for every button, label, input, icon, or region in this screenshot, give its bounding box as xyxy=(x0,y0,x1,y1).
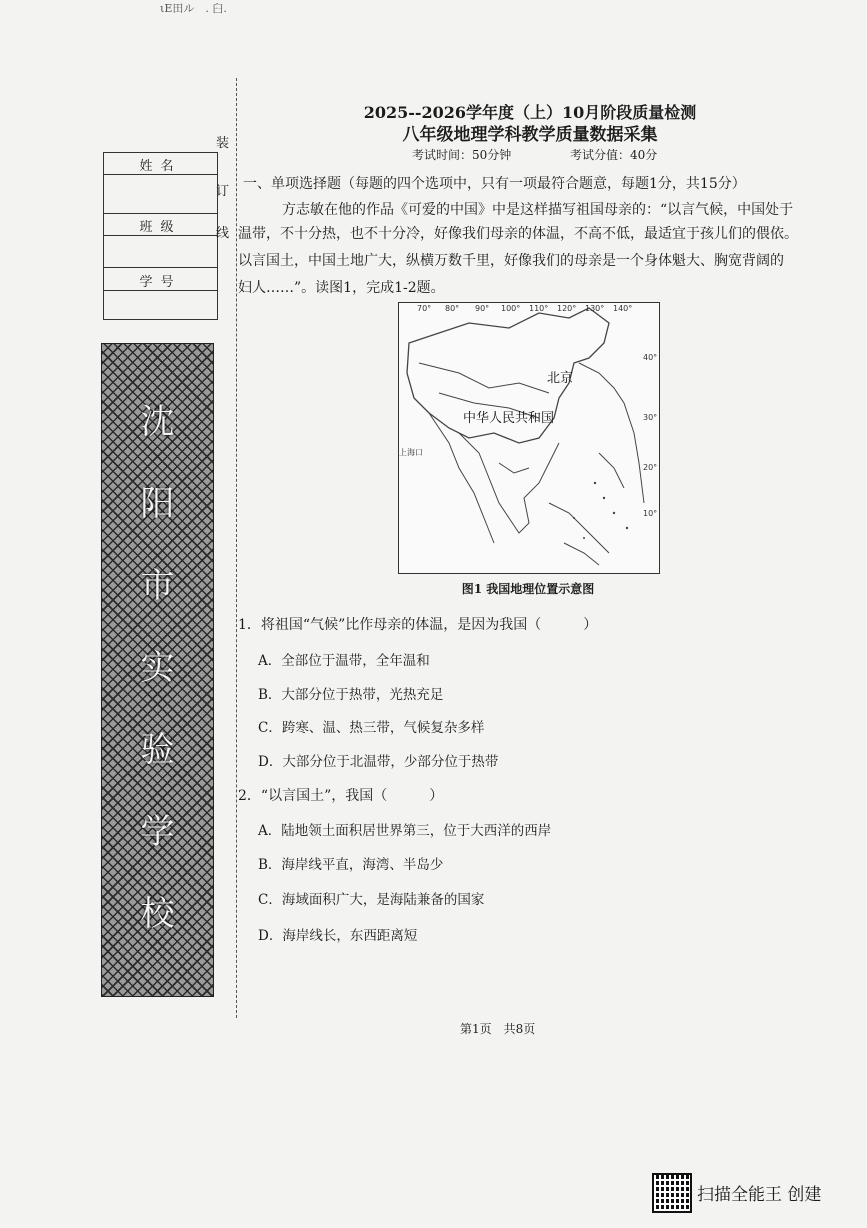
q2-option-c[interactable]: C．海域面积广大，是海陆兼备的国家 xyxy=(258,892,485,908)
section-heading: 一、单项选择题（每题的四个选项中，只有一项最符合题意，每题1分，共15分） xyxy=(243,176,746,192)
id-label: 学号 xyxy=(139,275,182,290)
divider xyxy=(104,267,217,268)
longitude-label: 90° xyxy=(475,304,490,313)
figure-caption: 图1 我国地理位置示意图 xyxy=(461,582,595,596)
id-field[interactable] xyxy=(104,290,217,291)
latitude-label: 40° xyxy=(643,353,658,362)
longitude-label: 100° xyxy=(501,304,521,313)
qr-code-icon xyxy=(652,1173,692,1213)
question-1-stem: 1．将祖国“气候”比作母亲的体温，是因为我国（ ） xyxy=(238,617,598,633)
exam-time: 考试时间：50分钟 xyxy=(412,148,512,162)
q1-option-a[interactable]: A．全部位于温带，全年温和 xyxy=(258,653,430,669)
question-2-stem: 2．“以言国土”，我国（ ） xyxy=(238,788,444,804)
school-char: 验 xyxy=(140,730,175,770)
school-char: 实 xyxy=(140,648,175,688)
longitude-label: 110° xyxy=(529,304,549,313)
school-char: 沈 xyxy=(140,402,175,442)
name-label: 姓名 xyxy=(139,159,182,174)
longitude-label: 120° xyxy=(557,304,577,313)
exam-score: 考试分值：40分 xyxy=(570,148,658,162)
page-number: 第1页 共8页 xyxy=(460,1022,536,1036)
longitude-label: 140° xyxy=(613,304,633,313)
class-field[interactable] xyxy=(104,235,217,236)
longitude-label: 80° xyxy=(445,304,460,313)
binding-char-2: 订 xyxy=(216,184,230,199)
map-outline xyxy=(399,303,659,573)
passage-line: 以言国土，中国土地广大，纵横万数千里，好像我们的母亲是一个身体魁大、胸宽背阔的 xyxy=(238,253,784,269)
school-name-box xyxy=(101,343,214,997)
latitude-label: 20° xyxy=(643,463,658,472)
scanner-watermark: 扫描全能王 创建 xyxy=(697,1185,822,1205)
school-char: 学 xyxy=(140,812,175,852)
q2-option-a[interactable]: A．陆地领土面积居世界第三，位于大西洋的西岸 xyxy=(258,823,552,839)
binding-char-1: 装 xyxy=(216,136,230,151)
china-location-map xyxy=(398,302,660,574)
class-label: 班级 xyxy=(139,220,182,235)
exam-title: 2025--2026学年度（上）10月阶段质量检测 xyxy=(363,103,697,122)
divider xyxy=(104,213,217,214)
country-label: 中华人民共和国 xyxy=(463,411,555,426)
q1-option-c[interactable]: C．跨寒、温、热三带，气候复杂多样 xyxy=(258,720,485,736)
q1-option-b[interactable]: B．大部分位于热带，光热充足 xyxy=(258,687,444,703)
beijing-label: 北京 xyxy=(547,371,574,386)
passage-line: 温带，不十分热，也不十分冷，好像我们母亲的体温，不高不低，最适宜于孩儿们的偎依。 xyxy=(238,226,798,242)
q2-option-d[interactable]: D．海岸线长，东西距离短 xyxy=(258,928,418,944)
small-map-label: 上海口 xyxy=(399,448,423,457)
school-char: 市 xyxy=(140,566,175,606)
latitude-label: 10° xyxy=(643,509,658,518)
name-field[interactable] xyxy=(104,174,217,175)
latitude-label: 30° xyxy=(643,413,658,422)
longitude-label: 130° xyxy=(585,304,605,313)
q1-option-d[interactable]: D．大部分位于北温带，少部分位于热带 xyxy=(258,754,499,770)
binding-cut-line xyxy=(236,78,237,1018)
passage-line: 妇人……”。读图1，完成1-2题。 xyxy=(238,280,445,296)
student-info-table xyxy=(103,152,218,320)
binding-char-3: 线 xyxy=(216,226,230,241)
passage-line: 方志敏在他的作品《可爱的中国》中是这样描写祖国母亲的：“以言气候，中国处于 xyxy=(282,202,794,218)
longitude-label: 70° xyxy=(417,304,432,313)
q2-option-b[interactable]: B．海岸线平直，海湾、半岛少 xyxy=(258,857,444,873)
top-scribble: ιΕ田ル . 臼. xyxy=(160,2,227,15)
school-char: 阳 xyxy=(140,484,175,524)
exam-subtitle: 八年级地理学科教学质量数据采集 xyxy=(402,125,658,145)
school-char: 校 xyxy=(140,894,175,934)
